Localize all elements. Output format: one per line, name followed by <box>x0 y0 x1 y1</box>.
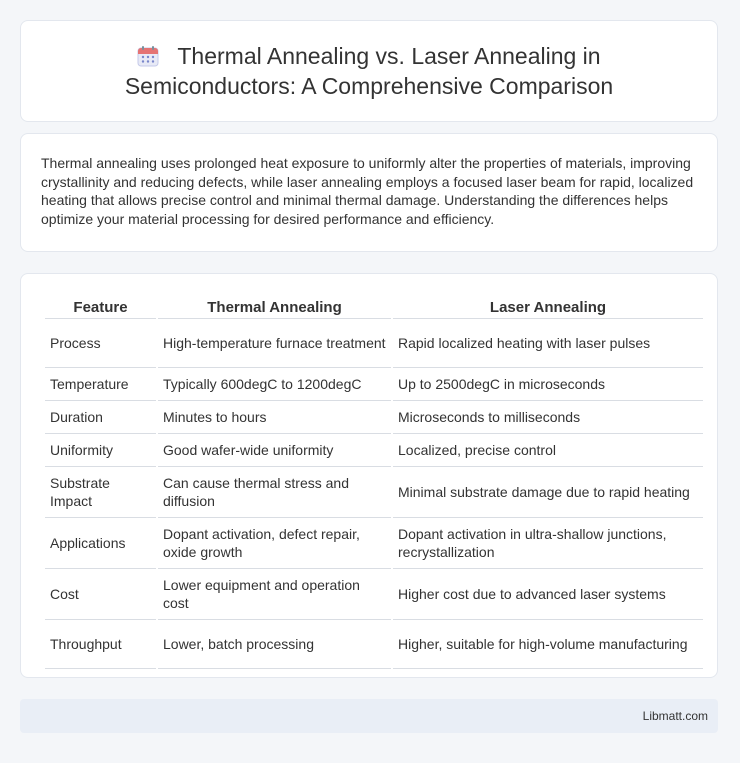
feature-cell: Uniformity <box>45 434 156 467</box>
intro-text: Thermal annealing uses prolonged heat exposure to uniformly alter the properties of materials, improving crystallinity and reducing defects, while laser annealing employs a focused laser beam for rapid, localized heating that allows precise control and minimal thermal damage. Understanding the differences helps optimize your material processing for desired performance and efficiency. <box>41 155 694 227</box>
table-row <box>45 368 703 401</box>
laser-cell: Localized, precise control <box>393 434 703 467</box>
feature-cell: Substrate Impact <box>45 467 156 518</box>
thermal-cell: Minutes to hours <box>158 401 391 434</box>
footer-bar <box>20 699 718 733</box>
thermal-cell: Dopant activation, defect repair, oxide growth <box>158 518 391 569</box>
header-laser: Laser Annealing <box>393 294 703 319</box>
calendar-icon <box>137 44 159 66</box>
table-row <box>45 401 703 434</box>
thermal-cell: Lower equipment and operation cost <box>158 569 391 620</box>
header-feature: Feature <box>45 294 156 319</box>
table-row <box>45 319 703 368</box>
feature-cell: Process <box>45 319 156 368</box>
laser-cell: Higher, suitable for high-volume manufacturing <box>393 620 703 669</box>
laser-cell: Rapid localized heating with laser pulses <box>393 319 703 368</box>
header-thermal: Thermal Annealing <box>158 294 391 319</box>
laser-cell: Dopant activation in ultra-shallow junctions, recrystallization <box>393 518 703 569</box>
comparison-card <box>20 273 718 678</box>
laser-cell: Higher cost due to advanced laser systems <box>393 569 703 620</box>
title-line-2: Semiconductors: A Comprehensive Comparison <box>124 73 614 99</box>
thermal-cell: High-temperature furnace treatment <box>158 319 391 368</box>
table-row <box>45 434 703 467</box>
table-row <box>45 518 703 569</box>
thermal-cell: Can cause thermal stress and diffusion <box>158 467 391 518</box>
table-row <box>45 620 703 669</box>
thermal-cell: Good wafer-wide uniformity <box>158 434 391 467</box>
feature-cell: Applications <box>45 518 156 569</box>
feature-cell: Throughput <box>45 620 156 669</box>
footer-site-link[interactable]: Libmatt.com <box>642 709 708 723</box>
title-card <box>20 20 718 122</box>
feature-cell: Duration <box>45 401 156 434</box>
intro-card <box>20 133 718 252</box>
table-row <box>45 569 703 620</box>
page-title <box>125 41 613 101</box>
title-line-1: Thermal Annealing vs. Laser Annealing in <box>177 43 601 69</box>
feature-cell: Cost <box>45 569 156 620</box>
title-wrap <box>125 41 613 101</box>
comparison-table <box>43 294 705 669</box>
thermal-cell: Lower, batch processing <box>158 620 391 669</box>
laser-cell: Up to 2500degC in microseconds <box>393 368 703 401</box>
thermal-cell: Typically 600degC to 1200degC <box>158 368 391 401</box>
table-row <box>45 467 703 518</box>
laser-cell: Microseconds to milliseconds <box>393 401 703 434</box>
table-header-row <box>45 294 703 319</box>
feature-cell: Temperature <box>45 368 156 401</box>
laser-cell: Minimal substrate damage due to rapid heating <box>393 467 703 518</box>
